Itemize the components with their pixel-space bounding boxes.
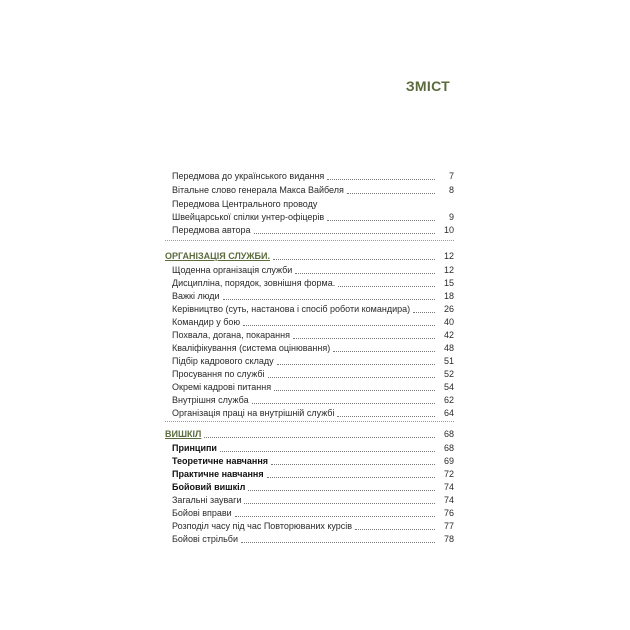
leader-dots bbox=[243, 325, 435, 326]
toc-entry[interactable] bbox=[165, 406, 454, 419]
toc-entry[interactable] bbox=[165, 354, 454, 367]
toc-entry[interactable] bbox=[165, 367, 454, 380]
toc-entry-page: 77 bbox=[443, 521, 454, 531]
leader-dots bbox=[235, 516, 435, 517]
leader-dots bbox=[333, 351, 435, 352]
toc-entry-label: Похвала, догана, покарання bbox=[172, 330, 290, 340]
leader-dots bbox=[327, 220, 435, 221]
toc-entry[interactable] bbox=[165, 315, 454, 328]
toc-section-page: 68 bbox=[443, 429, 454, 439]
toc-entry-label: Практичне навчання bbox=[172, 469, 264, 479]
toc-entry-label: Організація праці на внутрішній службі bbox=[172, 408, 335, 418]
toc-entry-page: 48 bbox=[443, 343, 454, 353]
toc-entry[interactable] bbox=[165, 532, 454, 545]
toc-entry[interactable] bbox=[165, 302, 454, 315]
toc-section-heading[interactable] bbox=[165, 427, 454, 440]
toc-entry-page: 7 bbox=[448, 171, 454, 181]
toc-entry-label: Розподіл часу під час Повторюваних курсів bbox=[172, 521, 353, 531]
leader-dots bbox=[248, 490, 435, 491]
toc-entry-label: Окремі кадрові питання bbox=[172, 382, 272, 392]
section-divider bbox=[165, 421, 454, 422]
toc-entry-page: 54 bbox=[443, 382, 454, 392]
toc-entry-page: 9 bbox=[448, 212, 454, 222]
toc-entry[interactable] bbox=[165, 263, 454, 276]
leader-dots bbox=[268, 377, 436, 378]
toc-entry-page: 51 bbox=[443, 356, 454, 366]
toc-entry-page: 8 bbox=[448, 185, 454, 195]
toc-entry-page: 78 bbox=[443, 534, 454, 544]
toc-entry[interactable] bbox=[165, 480, 454, 493]
leader-dots bbox=[413, 312, 435, 313]
toc-entry-label: Передмова автора bbox=[172, 225, 251, 235]
leader-dots bbox=[274, 390, 435, 391]
toc-entry-label: Принципи bbox=[172, 443, 217, 453]
toc-entry-label: Загальні зауваги bbox=[172, 495, 242, 505]
toc-entry-label: Кваліфікування (система оцінювання) bbox=[172, 343, 331, 353]
leader-dots bbox=[271, 464, 435, 465]
toc-entry-page: 69 bbox=[443, 456, 454, 466]
toc-entry-page: 26 bbox=[443, 304, 454, 314]
section-divider bbox=[165, 240, 454, 241]
leader-dots bbox=[327, 179, 435, 180]
toc-entry[interactable] bbox=[165, 493, 454, 506]
toc-entry-label: Бойові вправи bbox=[172, 508, 232, 518]
page-title: ЗМІСТ bbox=[405, 78, 450, 94]
toc-entry[interactable] bbox=[165, 276, 454, 289]
toc-entry[interactable] bbox=[165, 454, 454, 467]
toc-entry-page: 40 bbox=[443, 317, 454, 327]
toc-entry[interactable] bbox=[165, 328, 454, 341]
toc-entry[interactable] bbox=[165, 210, 454, 223]
toc-entry-page: 64 bbox=[443, 408, 454, 418]
toc-entry[interactable] bbox=[165, 393, 454, 406]
toc-entry[interactable] bbox=[165, 183, 454, 196]
toc-entry-label: Щоденна організація служби bbox=[172, 265, 293, 275]
leader-dots bbox=[293, 338, 435, 339]
toc-entry-label: Передмова до українського видання bbox=[172, 171, 325, 181]
leader-dots bbox=[252, 403, 435, 404]
toc-entry-page: 12 bbox=[443, 265, 454, 275]
toc-entry[interactable] bbox=[165, 341, 454, 354]
toc-entry-page: 10 bbox=[443, 225, 454, 235]
toc-entry-label: Передмова Центрального проводу bbox=[172, 199, 318, 209]
toc-entry-label: Командир у бою bbox=[172, 317, 241, 327]
toc-entry[interactable] bbox=[165, 467, 454, 480]
leader-dots bbox=[337, 416, 435, 417]
toc-entry-label: Теоретичне навчання bbox=[172, 456, 269, 466]
toc-entry-label: Бойові стрільби bbox=[172, 534, 238, 544]
leader-dots bbox=[223, 299, 435, 300]
toc-entry-label: Вітальне слово генерала Макса Вайбеля bbox=[172, 185, 344, 195]
leader-dots bbox=[244, 503, 435, 504]
toc-entry-page: 74 bbox=[443, 482, 454, 492]
toc-entry-page: 42 bbox=[443, 330, 454, 340]
toc-entry-label: Просування по службі bbox=[172, 369, 265, 379]
toc-entry-label: Дисципліна, порядок, зовнішня форма. bbox=[172, 278, 336, 288]
toc-entry[interactable] bbox=[165, 169, 454, 182]
toc-entry-page: 76 bbox=[443, 508, 454, 518]
toc-entry-label: Внутрішня служба bbox=[172, 395, 249, 405]
leader-dots bbox=[347, 193, 435, 194]
toc-entry-page: 62 bbox=[443, 395, 454, 405]
toc-entry-page: 72 bbox=[443, 469, 454, 479]
toc-entry-label: Керівництво (суть, настанова і спосіб роботи командира) bbox=[172, 304, 411, 314]
leader-dots bbox=[204, 437, 435, 438]
toc-section-label: ВИШКІЛ bbox=[165, 429, 202, 439]
leader-dots bbox=[241, 542, 435, 543]
toc-entry-label: Підбір кадрового складу bbox=[172, 356, 274, 366]
toc-entry-page: 15 bbox=[443, 278, 454, 288]
leader-dots bbox=[267, 477, 435, 478]
leader-dots bbox=[277, 364, 435, 365]
toc-entry[interactable] bbox=[165, 197, 454, 210]
toc-entry[interactable] bbox=[165, 441, 454, 454]
toc-entry-page: 18 bbox=[443, 291, 454, 301]
leader-dots bbox=[355, 529, 435, 530]
leader-dots bbox=[254, 233, 435, 234]
toc-entry-label: Швейцарської спілки унтер-офіцерів bbox=[172, 212, 325, 222]
leader-dots bbox=[220, 451, 435, 452]
toc-entry-page: 68 bbox=[443, 443, 454, 453]
toc-entry[interactable] bbox=[165, 289, 454, 302]
toc-section-heading[interactable] bbox=[165, 249, 454, 262]
toc-entry-page: 74 bbox=[443, 495, 454, 505]
toc-entry[interactable] bbox=[165, 380, 454, 393]
toc-entry-page: 52 bbox=[443, 369, 454, 379]
toc-section-page: 12 bbox=[443, 251, 454, 261]
leader-dots bbox=[273, 259, 435, 260]
leader-dots bbox=[295, 273, 435, 274]
toc-entry-label: Бойовий вишкіл bbox=[172, 482, 246, 492]
toc-entry[interactable] bbox=[165, 519, 454, 532]
leader-dots bbox=[338, 286, 435, 287]
toc-entry-label: Важкі люди bbox=[172, 291, 220, 301]
toc-entry[interactable] bbox=[165, 223, 454, 236]
toc-section-label: ОРГАНІЗАЦІЯ СЛУЖБИ. bbox=[165, 251, 270, 261]
toc-entry[interactable] bbox=[165, 506, 454, 519]
